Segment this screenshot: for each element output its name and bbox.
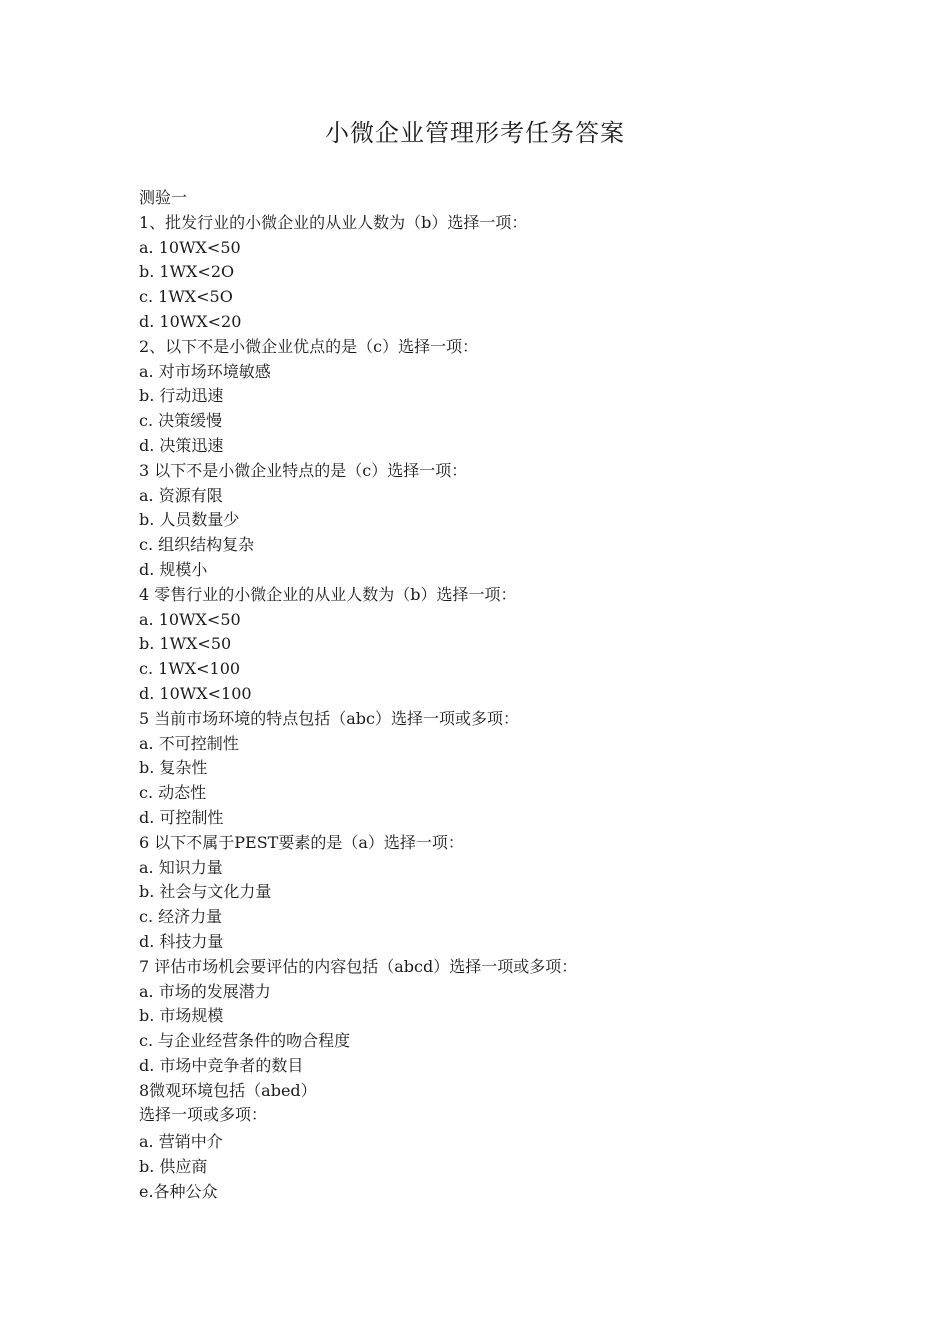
section-heading: 测验一 [139,188,188,207]
question-3-option-d: d. 规模小 [139,559,208,579]
question-5-option-a: a. 不可控制性 [139,733,239,753]
question-2-option-b: b. 行动迅速 [139,386,224,406]
question-1-option-c: c. 1WX<5O [139,287,233,307]
question-5: 5 当前市场环境的特点包括（abc）选择一项或多项： [139,708,520,728]
question-2-option-d: d. 决策迅速 [139,435,224,455]
question-6: 6 以下不属于PEST要素的是（a）选择一项： [139,832,464,852]
question-8-option-a: a. 营销中介 [139,1132,223,1152]
question-8: 8微观环境包括（abed） [139,1080,317,1100]
question-7-option-c: c. 与企业经营条件的吻合程度 [139,1031,351,1051]
question-7-option-b: b. 市场规模 [139,1006,224,1026]
question-2-option-a: a. 对市场环境敏感 [139,361,271,381]
question-2-option-c: c. 决策缓慢 [139,411,223,431]
question-6-option-c: c. 经济力量 [139,907,223,927]
question-1: 1、批发行业的小微企业的从业人数为（b）选择一项： [139,212,528,232]
question-3-option-c: c. 组织结构复杂 [139,535,255,555]
question-6-option-a: a. 知识力量 [139,857,223,877]
question-5-option-d: d. 可控制性 [139,807,224,827]
question-4-option-d: d. 10WX<100 [139,683,252,703]
question-1-option-d: d. 10WX<20 [139,311,242,331]
question-7-option-d: d. 市场中竞争者的数目 [139,1055,304,1075]
document-title: 小微企业管理形考任务答案 [325,119,625,147]
question-5-option-c: c. 动态性 [139,783,207,803]
question-4-option-b: b. 1WX<50 [139,634,232,654]
question-8-option-b: b. 供应商 [139,1157,208,1177]
question-6-option-b: b. 社会与文化力量 [139,882,272,902]
question-7: 7 评估市场机会要评估的内容包括（abcd）选择一项或多项： [139,956,578,976]
question-3-option-b: b. 人员数量少 [139,510,240,530]
question-6-option-d: d. 科技力量 [139,931,224,951]
question-4-option-c: c. 1WX<100 [139,659,241,679]
document-body [139,186,839,1205]
question-7-option-a: a. 市场的发展潜力 [139,981,271,1001]
question-1-option-a: a. 10WX<50 [139,237,241,257]
question-5-option-b: b. 复杂性 [139,758,208,778]
question-8-prompt: 选择一项或多项： [139,1105,268,1125]
question-3: 3 以下不是小微企业特点的是（c）选择一项： [139,460,468,480]
question-4: 4 零售行业的小微企业的从业人数为（b）选择一项： [139,584,517,604]
question-8-option-e: e.各种公众 [139,1181,218,1201]
question-2: 2、以下不是小微企业优点的是（c）选择一项： [139,336,479,356]
question-4-option-a: a. 10WX<50 [139,609,241,629]
question-1-option-b: b. 1WX<2O [139,262,235,282]
question-3-option-a: a. 资源有限 [139,485,223,505]
